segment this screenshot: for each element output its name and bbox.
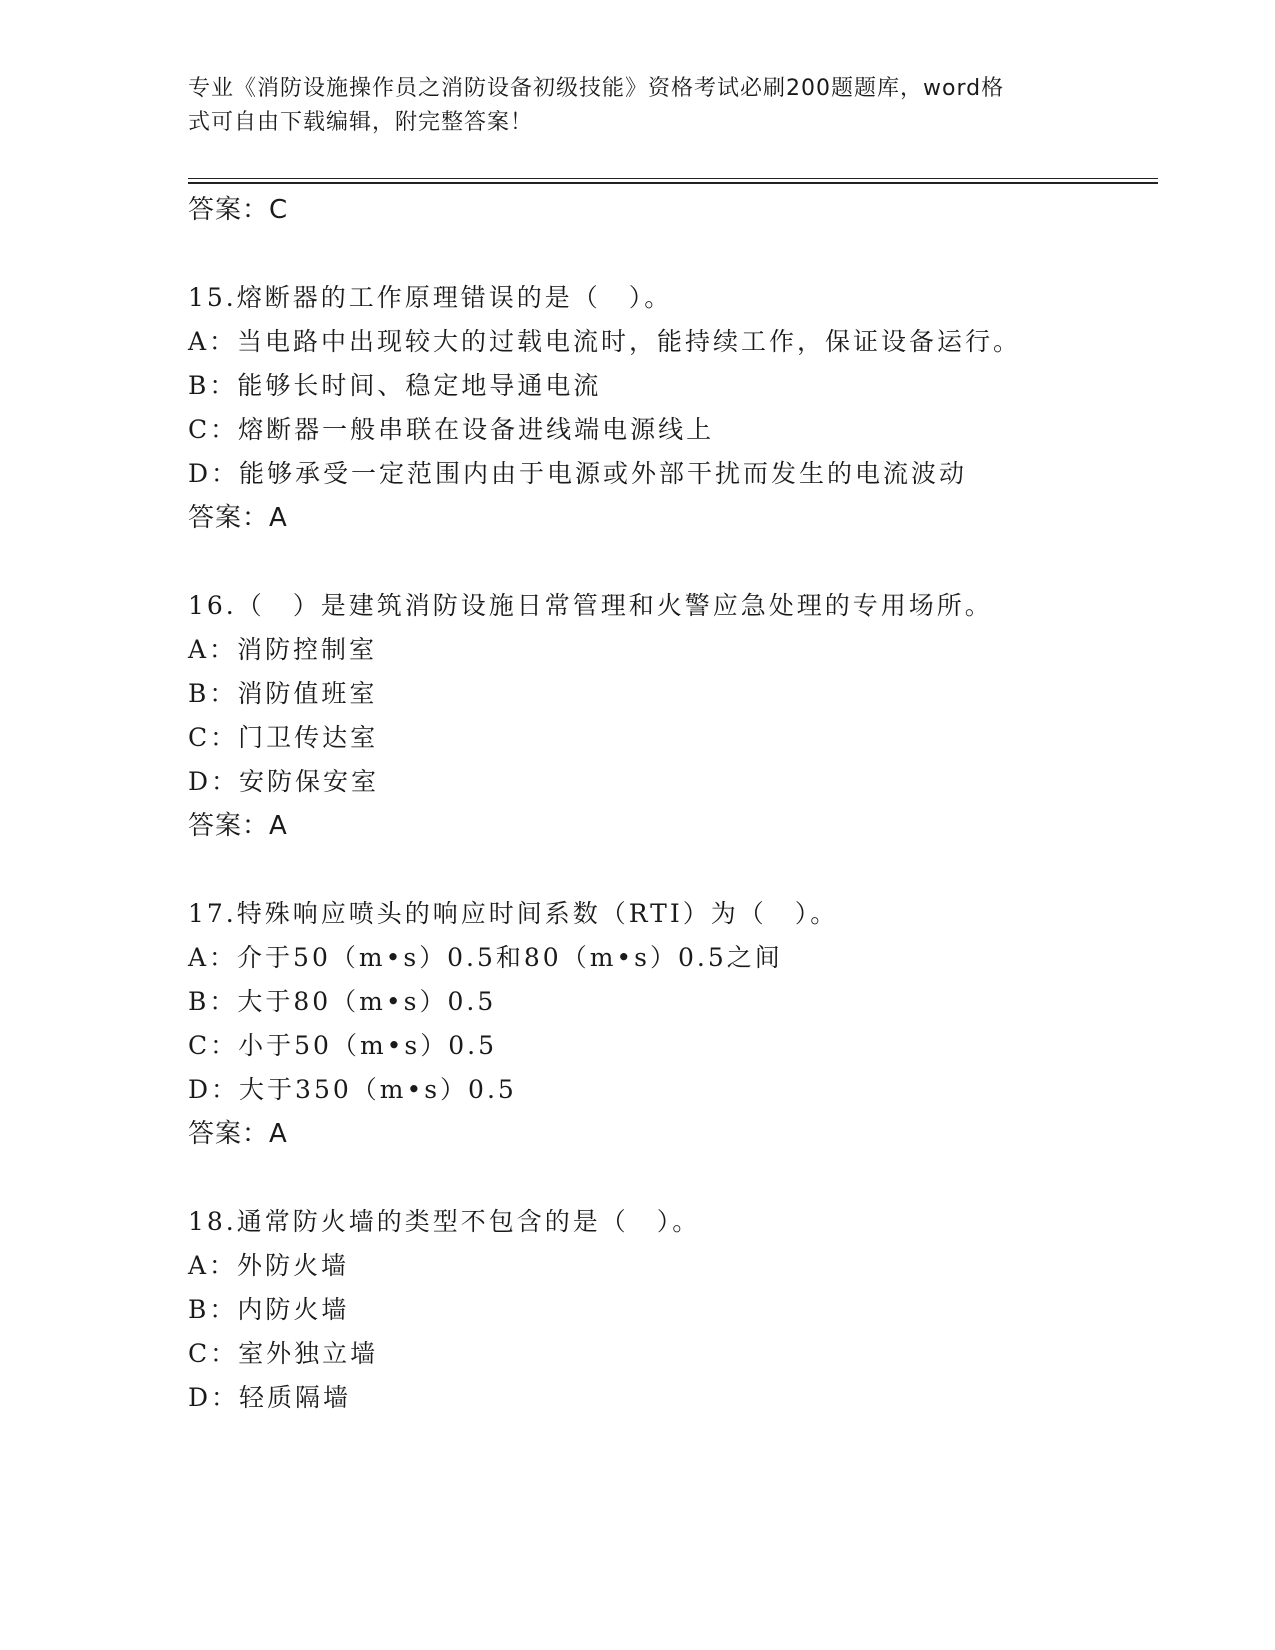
question-15-option-b: B：能够长时间、稳定地导通电流 xyxy=(188,371,602,400)
question-15-answer: 答案：A xyxy=(188,503,288,533)
question-15-stem: 15.熔断器的工作原理错误的是（ ）。 xyxy=(188,283,673,312)
header-line-1: 专业《消防设施操作员之消防设备初级技能》资格考试必刷200题题库，word格 xyxy=(188,76,1005,101)
question-17-answer: 答案：A xyxy=(188,1119,288,1149)
header-divider-thin xyxy=(188,178,1158,179)
question-18-stem: 18.通常防火墙的类型不包含的是（ ）。 xyxy=(188,1207,701,1236)
question-16-answer: 答案：A xyxy=(188,811,288,841)
question-16-option-c: C：门卫传达室 xyxy=(188,723,379,752)
question-17-option-a: A：介于50（m•s）0.5和80（m•s）0.5之间 xyxy=(188,943,783,972)
question-15-option-d: D：能够承受一定范围内由于电源或外部干扰而发生的电流波动 xyxy=(188,459,968,488)
question-17-option-c: C：小于50（m•s）0.5 xyxy=(188,1031,497,1060)
question-18-option-b: B：内防火墙 xyxy=(188,1295,350,1324)
question-17-option-b: B：大于80（m•s）0.5 xyxy=(188,987,497,1016)
question-16-option-b: B：消防值班室 xyxy=(188,679,378,708)
question-18-option-c: C：室外独立墙 xyxy=(188,1339,379,1368)
question-15-option-a: A：当电路中出现较大的过载电流时，能持续工作，保证设备运行。 xyxy=(188,327,1022,356)
document-header xyxy=(188,72,1068,140)
question-15-option-c: C：熔断器一般串联在设备进线端电源线上 xyxy=(188,415,715,444)
question-16-option-a: A：消防控制室 xyxy=(188,635,378,664)
question-17-option-d: D：大于350（m•s）0.5 xyxy=(188,1075,517,1104)
header-line-2: 式可自由下载编辑，附完整答案！ xyxy=(188,110,534,135)
question-17-stem: 17.特殊响应喷头的响应时间系数（RTI）为（ ）。 xyxy=(188,899,839,928)
question-16-option-d: D：安防保安室 xyxy=(188,767,380,796)
question-18-option-d: D：轻质隔墙 xyxy=(188,1383,352,1412)
previous-answer: 答案：C xyxy=(188,195,289,225)
header-divider-thick xyxy=(188,182,1158,184)
question-16-stem: 16.（ ）是建筑消防设施日常管理和火警应急处理的专用场所。 xyxy=(188,591,993,620)
question-18-option-a: A：外防火墙 xyxy=(188,1251,350,1280)
